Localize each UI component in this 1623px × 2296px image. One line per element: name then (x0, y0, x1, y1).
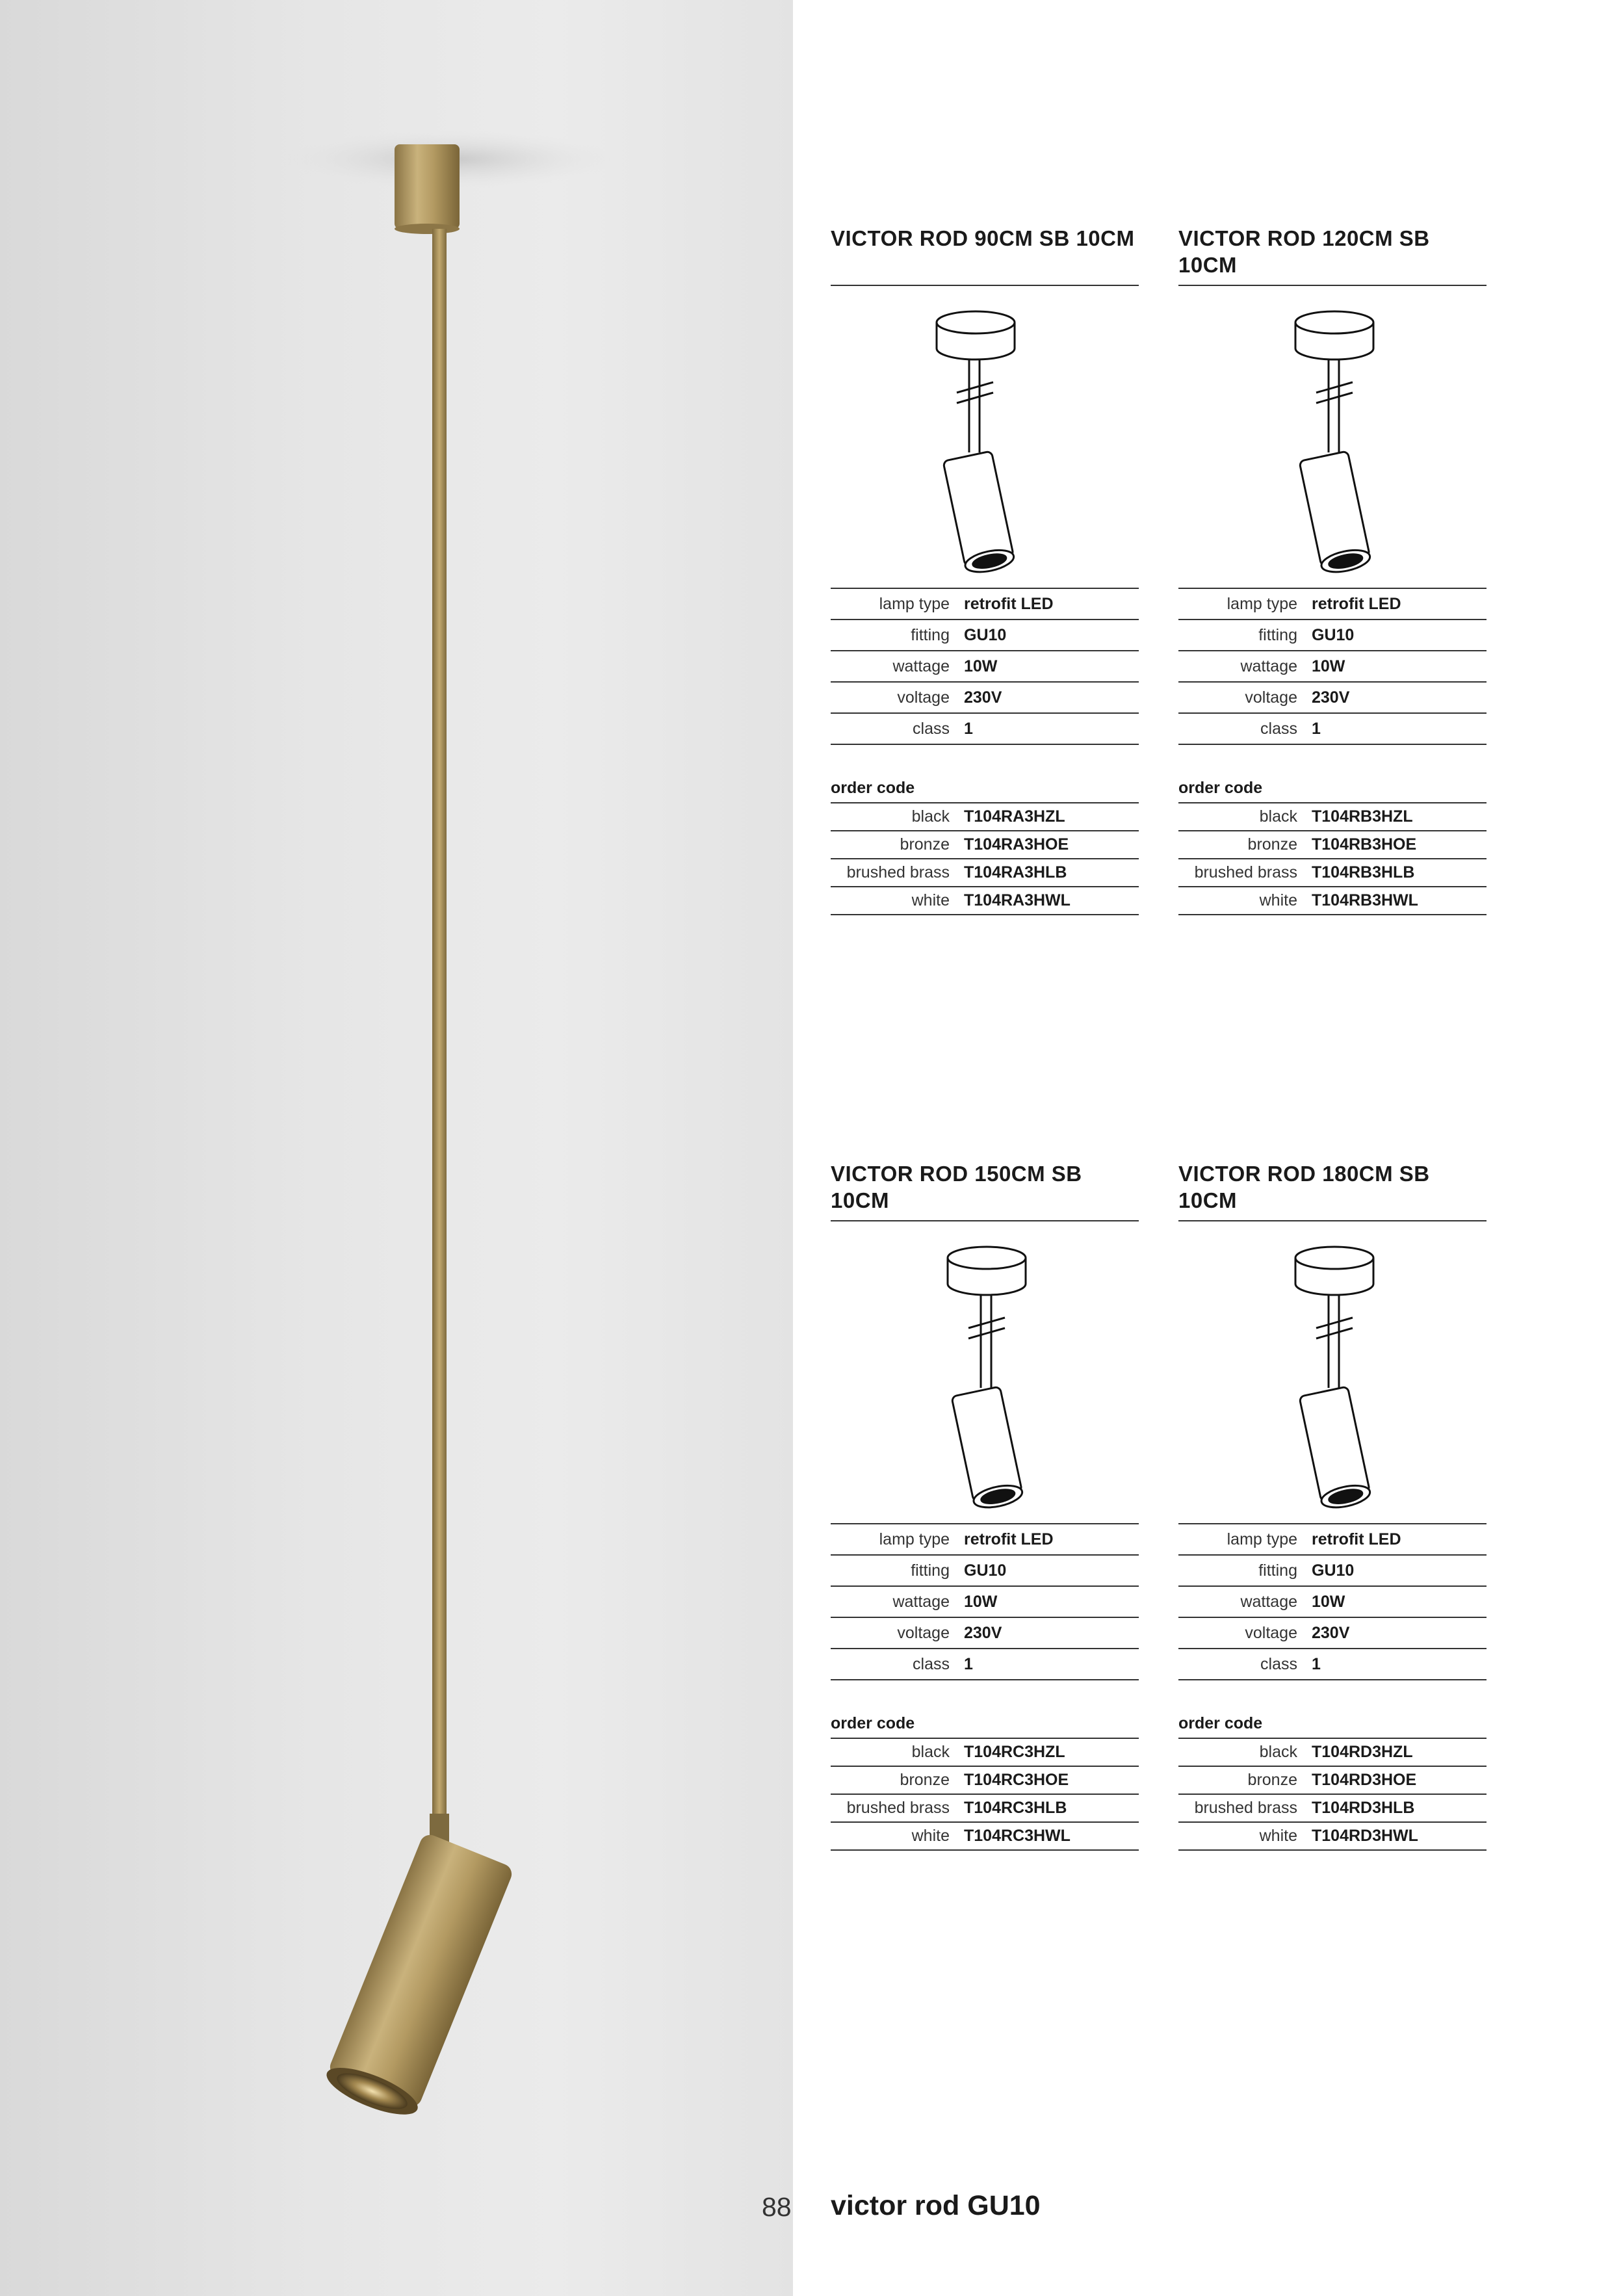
finish-label: brushed brass (846, 1799, 950, 1817)
spec-row (831, 588, 1139, 619)
product-title: VICTOR ROD 180CM SB 10CM (1178, 1160, 1487, 1221)
spec-label: class (1260, 1654, 1297, 1673)
order-code: T104RD3HOE (1312, 1771, 1417, 1789)
order-row (831, 1794, 1139, 1821)
spec-label: voltage (897, 688, 950, 707)
order-row (831, 1738, 1139, 1766)
spec-row (1178, 1648, 1487, 1680)
order-row (831, 1821, 1139, 1851)
order-code: T104RD3HWL (1312, 1827, 1418, 1845)
pendant-line-drawing (1178, 296, 1487, 582)
finish-label: bronze (900, 1771, 950, 1789)
order-code-heading: order code (831, 1714, 915, 1732)
order-code-table (1178, 802, 1487, 915)
spec-row (1178, 619, 1487, 650)
spec-value: 230V (1312, 1623, 1350, 1642)
order-row (1178, 858, 1487, 886)
spec-row (1178, 1554, 1487, 1585)
finish-label: white (911, 1827, 950, 1845)
spec-value: retrofit LED (1312, 1530, 1401, 1548)
section-title: victor rod GU10 (831, 2190, 1041, 2221)
product-card (831, 225, 1139, 909)
finish-label: brushed brass (846, 863, 950, 881)
pendant-line-drawing (831, 1232, 1139, 1518)
order-row (1178, 830, 1487, 858)
order-row (1178, 1766, 1487, 1794)
spec-value: 230V (964, 688, 1002, 707)
spec-value: 1 (964, 719, 973, 738)
spec-value: 230V (964, 1623, 1002, 1642)
order-code: T104RC3HOE (964, 1771, 1069, 1789)
order-code: T104RC3HLB (964, 1799, 1067, 1817)
spec-label: lamp type (1227, 594, 1297, 613)
spec-row (831, 1617, 1139, 1648)
canopy (395, 144, 460, 229)
spec-value: retrofit LED (1312, 594, 1401, 613)
order-code: T104RB3HOE (1312, 835, 1417, 854)
spec-value: 1 (1312, 719, 1321, 738)
spec-label: class (1260, 719, 1297, 738)
order-code: T104RB3HLB (1312, 863, 1415, 881)
spec-value: GU10 (1312, 625, 1355, 644)
spec-label: voltage (1245, 1623, 1297, 1642)
order-code-table (831, 1738, 1139, 1851)
order-code: T104RA3HLB (964, 863, 1067, 881)
finish-label: bronze (1247, 835, 1297, 854)
product-photo (0, 0, 793, 2296)
order-row (1178, 1794, 1487, 1821)
order-code: T104RA3HWL (964, 891, 1071, 909)
spec-row (831, 1523, 1139, 1554)
spec-label: lamp type (1227, 1530, 1297, 1548)
spec-label: wattage (1240, 1592, 1297, 1611)
spec-row (1178, 1585, 1487, 1617)
product-card (831, 1160, 1139, 1845)
spec-value: 10W (964, 1592, 998, 1611)
order-code: T104RB3HZL (1312, 807, 1413, 826)
order-row (1178, 1821, 1487, 1851)
order-code: T104RA3HOE (964, 835, 1069, 854)
order-code: T104RA3HZL (964, 807, 1065, 826)
finish-label: white (1259, 1827, 1297, 1845)
spec-row (1178, 650, 1487, 681)
spec-label: wattage (1240, 657, 1297, 675)
order-row (1178, 1738, 1487, 1766)
finish-label: black (1259, 807, 1297, 826)
spec-row (831, 650, 1139, 681)
finish-label: bronze (900, 835, 950, 854)
order-code: T104RD3HZL (1312, 1743, 1413, 1761)
finish-label: white (911, 891, 950, 909)
spec-value: 1 (1312, 1654, 1321, 1673)
spec-label: voltage (1245, 688, 1297, 707)
order-row (831, 802, 1139, 830)
spec-row (831, 1648, 1139, 1680)
spec-table (831, 588, 1139, 745)
spec-row (1178, 681, 1487, 712)
finish-label: black (1259, 1743, 1297, 1761)
order-row (831, 830, 1139, 858)
order-code: T104RC3HWL (964, 1827, 1071, 1845)
product-card (1178, 225, 1487, 909)
spec-row (831, 1554, 1139, 1585)
finish-label: bronze (1247, 1771, 1297, 1789)
order-code-table (831, 802, 1139, 915)
order-code: T104RC3HZL (964, 1743, 1065, 1761)
spec-value: GU10 (1312, 1561, 1355, 1580)
spec-label: class (913, 1654, 950, 1673)
spec-label: fitting (1258, 1561, 1297, 1580)
product-title: VICTOR ROD 120CM SB 10CM (1178, 225, 1487, 286)
order-row (1178, 802, 1487, 830)
spec-value: retrofit LED (964, 1530, 1054, 1548)
spec-table (1178, 1523, 1487, 1680)
spec-label: fitting (911, 1561, 950, 1580)
spec-value: 10W (1312, 1592, 1345, 1611)
spec-value: 10W (1312, 657, 1345, 675)
rod (432, 229, 447, 1841)
spec-table (1178, 588, 1487, 745)
order-code: T104RB3HWL (1312, 891, 1418, 909)
finish-label: brushed brass (1194, 1799, 1297, 1817)
order-code: T104RD3HLB (1312, 1799, 1415, 1817)
order-code-heading: order code (1178, 1714, 1263, 1732)
spec-label: fitting (1258, 625, 1297, 644)
order-row (831, 886, 1139, 915)
spot-head (327, 1832, 515, 2109)
order-code-heading: order code (1178, 779, 1263, 797)
spec-value: GU10 (964, 625, 1007, 644)
spec-value: 230V (1312, 688, 1350, 707)
order-code-heading: order code (831, 779, 915, 797)
spec-label: lamp type (879, 1530, 950, 1548)
finish-label: black (911, 1743, 950, 1761)
product-title: VICTOR ROD 150CM SB 10CM (831, 1160, 1139, 1221)
finish-label: brushed brass (1194, 863, 1297, 881)
order-row (831, 858, 1139, 886)
spec-row (831, 712, 1139, 745)
spec-label: fitting (911, 625, 950, 644)
spec-value: retrofit LED (964, 594, 1054, 613)
spec-label: class (913, 719, 950, 738)
spec-label: lamp type (879, 594, 950, 613)
spec-label: voltage (897, 1623, 950, 1642)
page-number: 88 (762, 2192, 792, 2222)
spec-table (831, 1523, 1139, 1680)
spec-value: GU10 (964, 1561, 1007, 1580)
pendant-line-drawing (1178, 1232, 1487, 1518)
spec-row (1178, 1617, 1487, 1648)
finish-label: black (911, 807, 950, 826)
spec-row (831, 681, 1139, 712)
spec-label: wattage (892, 1592, 950, 1611)
order-code-table (1178, 1738, 1487, 1851)
product-card (1178, 1160, 1487, 1845)
spec-value: 1 (964, 1654, 973, 1673)
spec-value: 10W (964, 657, 998, 675)
spec-row (1178, 712, 1487, 745)
order-row (1178, 886, 1487, 915)
product-title: VICTOR ROD 90CM SB 10CM (831, 225, 1139, 286)
spec-label: wattage (892, 657, 950, 675)
spec-row (831, 1585, 1139, 1617)
finish-label: white (1259, 891, 1297, 909)
spec-row (1178, 588, 1487, 619)
brass-pendant-photo (0, 0, 793, 2296)
pendant-line-drawing (831, 296, 1139, 582)
spec-row (1178, 1523, 1487, 1554)
spec-row (831, 619, 1139, 650)
order-row (831, 1766, 1139, 1794)
